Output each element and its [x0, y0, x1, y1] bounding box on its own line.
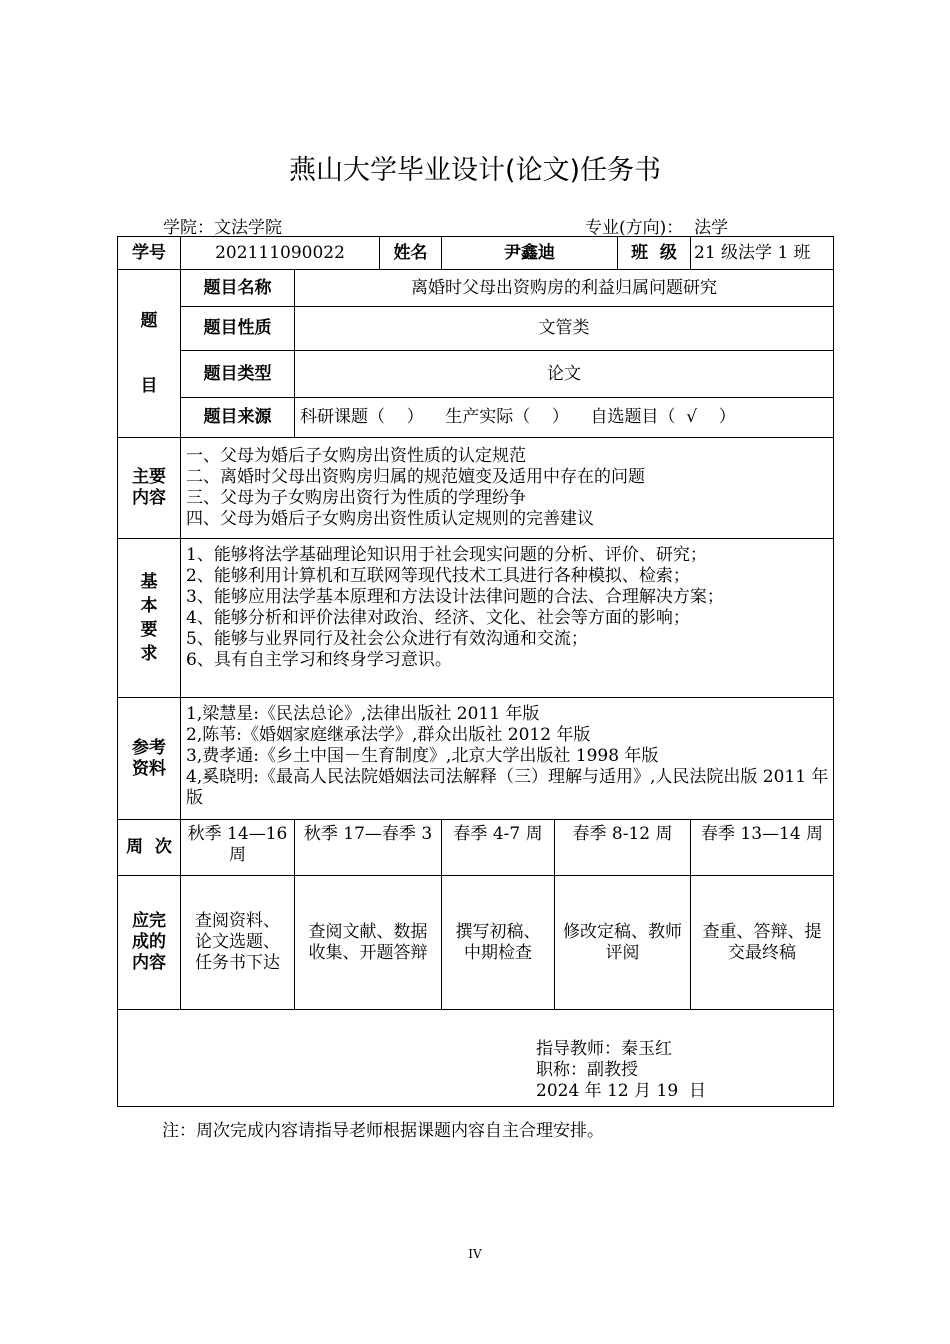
- topic-type-label: 题目类型: [181, 351, 295, 398]
- page-number: IV: [468, 1247, 482, 1261]
- topic-name-value: 离婚时父母出资购房的利益归属问题研究: [295, 270, 834, 307]
- task-cell: 查阅资料、论文选题、任务书下达: [181, 876, 295, 1010]
- requirements-body: [181, 539, 834, 698]
- requirement-line: 6、具有自主学习和终身学习意识。: [186, 650, 452, 670]
- signature-date: 2024 年 12 月 19 日: [536, 1081, 706, 1101]
- week-label: 周 次: [118, 820, 181, 876]
- references-label: 参考 资料: [118, 698, 181, 820]
- week-cell: 春季 4-7 周: [442, 820, 555, 876]
- main-content-line: 三、父母为子女购房出资行为性质的学理纷争: [186, 488, 526, 508]
- name-value: 尹鑫迪: [442, 237, 618, 270]
- footnote: 注：周次完成内容请指导老师根据课题内容自主合理安排。: [162, 1121, 604, 1141]
- reference-line: 3,费孝通:《乡土中国－生育制度》,北京大学出版社 1998 年版: [186, 746, 659, 766]
- student-id-value: 202111090022: [181, 237, 380, 270]
- college-label: 学院：文法学院: [163, 218, 282, 238]
- main-content-line: 一、父母为婚后子女购房出资性质的认定规范: [186, 446, 526, 466]
- topic-type-value: 论文: [295, 351, 834, 398]
- main-content-line: 二、离婚时父母出资购房归属的规范嬗变及适用中存在的问题: [186, 467, 645, 487]
- requirement-line: 4、能够分析和评价法律对政治、经济、文化、社会等方面的影响；: [186, 608, 690, 628]
- week-cell: 春季 13—14 周: [691, 820, 834, 876]
- class-label: 班 级: [618, 237, 691, 270]
- topic-source-label: 题目来源: [181, 398, 295, 438]
- signature-block: [536, 1039, 706, 1102]
- week-cell: 春季 8-12 周: [555, 820, 691, 876]
- document-title: 燕山大学毕业设计(论文)任务书: [288, 155, 662, 186]
- topic-nature-value: 文管类: [295, 307, 834, 351]
- signature-area: [118, 1010, 834, 1107]
- major-label: 专业(方向)： 法学: [585, 218, 729, 238]
- week-cell: 秋季 14—16 周: [181, 820, 295, 876]
- reference-line: 1,梁慧星:《民法总论》,法律出版社 2011 年版: [186, 704, 540, 724]
- advisor-title: 职称：副教授: [536, 1060, 638, 1080]
- topic-section-label: 题 目: [118, 270, 181, 438]
- advisor-name: 指导教师：秦玉红: [536, 1039, 672, 1059]
- reference-line: 2,陈苇:《婚姻家庭继承法学》,群众出版社 2012 年版: [186, 725, 591, 745]
- requirement-line: 5、能够与业界同行及社会公众进行有效沟通和交流；: [186, 629, 588, 649]
- topic-nature-label: 题目性质: [181, 307, 295, 351]
- main-content-line: 四、父母为婚后子女购房出资性质认定规则的完善建议: [186, 509, 594, 529]
- week-cell: 秋季 17—春季 3: [295, 820, 442, 876]
- topic-source-value: 科研课题（ ） 生产实际（ ） 自选题目（ √ ）: [295, 398, 834, 438]
- tasks-label: 应完 成的 内容: [118, 876, 181, 1010]
- main-content-body: [181, 438, 834, 539]
- class-value: 21 级法学 1 班: [691, 237, 834, 270]
- requirement-line: 2、能够利用计算机和互联网等现代技术工具进行各种模拟、检索；: [186, 566, 690, 586]
- task-cell: 修改定稿、教师评阅: [555, 876, 691, 1010]
- task-form-table: [117, 236, 834, 1107]
- main-content-label: 主要 内容: [118, 438, 181, 539]
- requirement-line: 1、能够将法学基础理论知识用于社会现实问题的分析、评价、研究；: [186, 545, 707, 565]
- task-cell: 查重、答辩、提交最终稿: [691, 876, 834, 1010]
- reference-line: 4,奚晓明:《最高人民法院婚姻法司法解释（三）理解与适用》,人民法院出版 2011 年版: [186, 767, 829, 808]
- name-label: 姓名: [380, 237, 442, 270]
- requirements-label: 基 本 要 求: [118, 539, 181, 698]
- requirement-line: 3、能够应用法学基本原理和方法设计法律问题的合法、合理解决方案；: [186, 587, 724, 607]
- task-cell: 查阅文献、数据收集、开题答辩: [295, 876, 442, 1010]
- topic-name-label: 题目名称: [181, 270, 295, 307]
- student-id-label: 学号: [118, 237, 181, 270]
- references-body: [181, 698, 834, 820]
- task-cell: 撰写初稿、中期检查: [442, 876, 555, 1010]
